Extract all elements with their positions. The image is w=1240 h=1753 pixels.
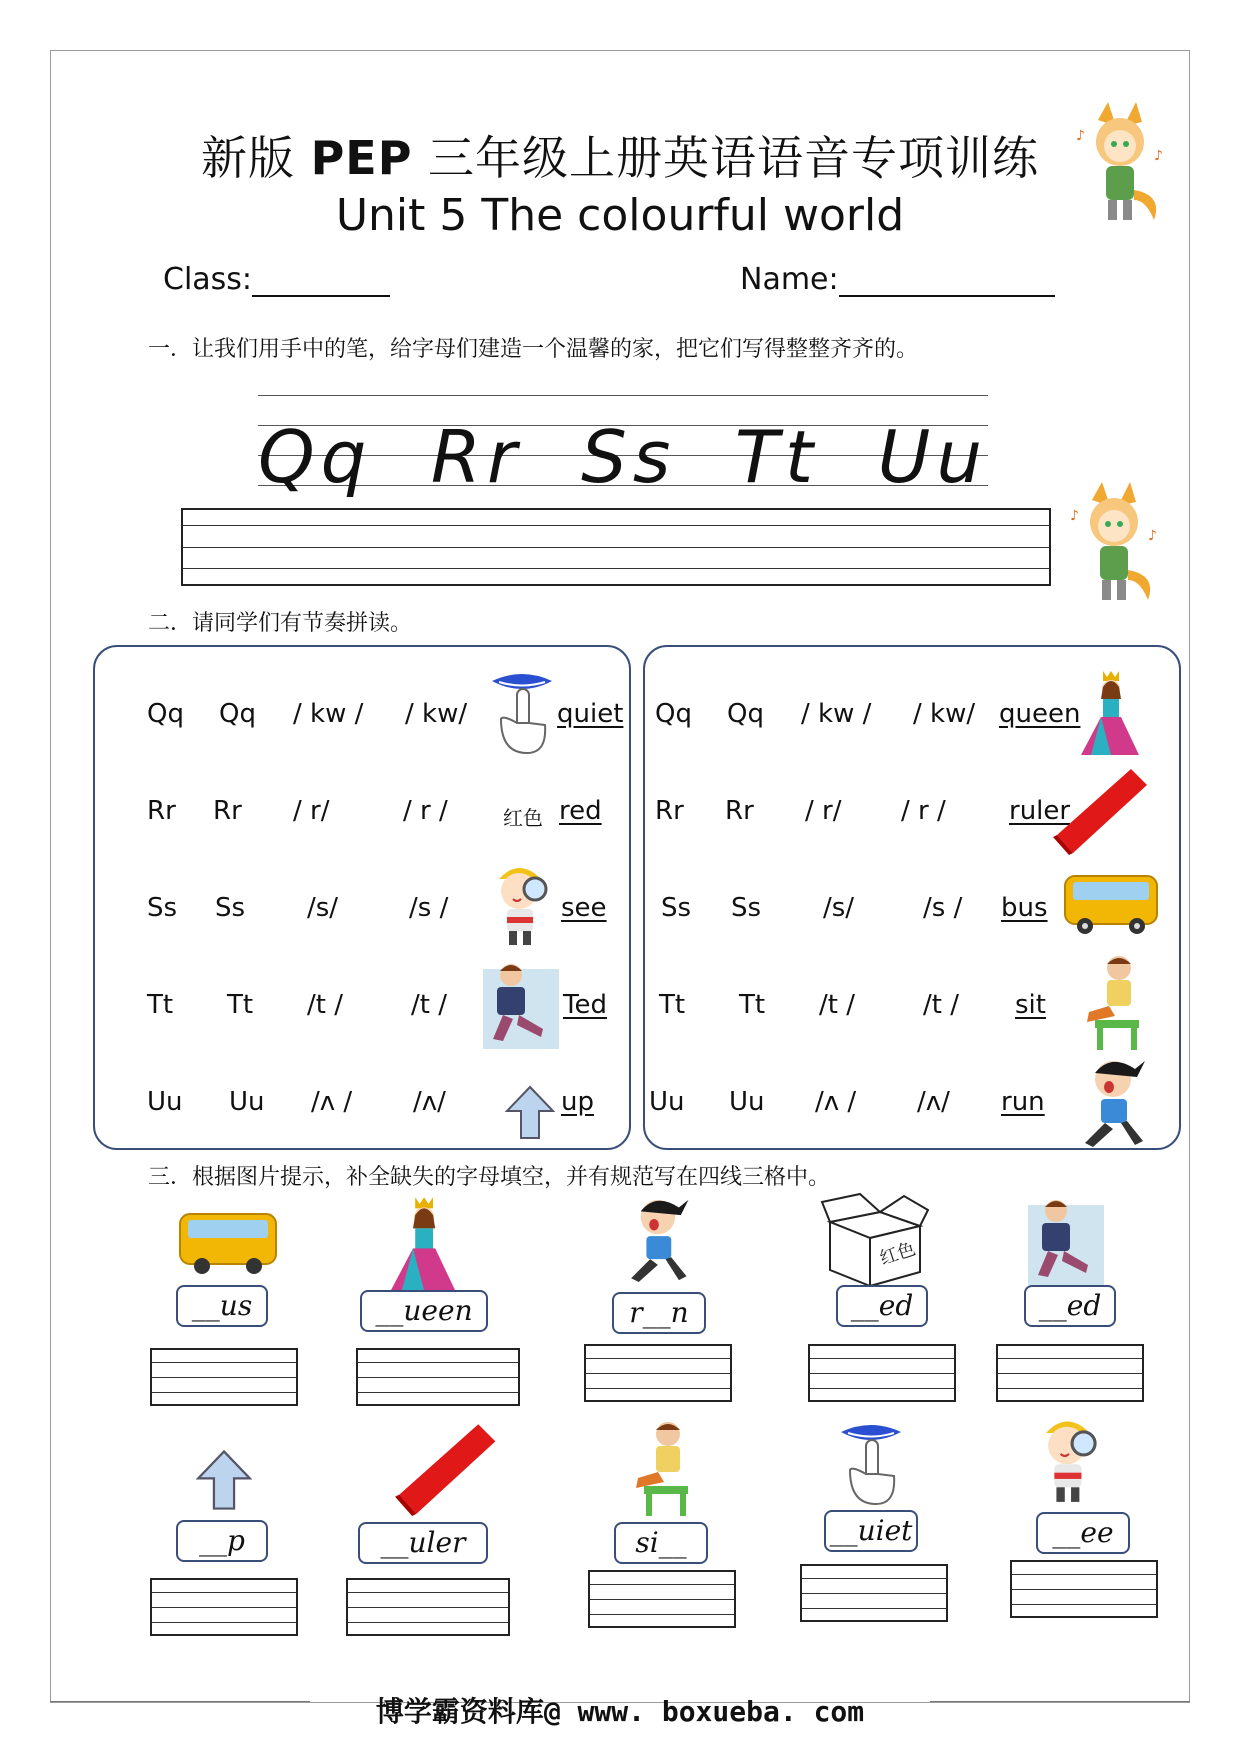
footer-watermark: 博学霸资料库@ www. boxueba. com [375, 1695, 865, 1728]
boy-magnifier-icon [487, 857, 557, 947]
svg-text:♪: ♪ [1076, 128, 1085, 144]
sitting-boy-icon [622, 1418, 702, 1518]
writing-box[interactable] [181, 508, 1051, 586]
phonics-word: up [561, 1087, 594, 1117]
phonics-row: Tt Tt /t / /t / Ted [147, 990, 607, 1020]
bus-icon [1063, 872, 1159, 936]
up-arrow-icon [505, 1085, 555, 1140]
writing-box[interactable] [996, 1344, 1144, 1402]
phonics-row: Rr Rr / r/ / r / ruler [655, 796, 1071, 826]
svg-text:♪: ♪ [1148, 528, 1157, 544]
phonics-row: Rr Rr / r/ / r / 红色 red [147, 796, 602, 830]
phonics-word: ruler [1009, 796, 1071, 826]
running-boy-icon [1065, 1055, 1155, 1151]
writing-box[interactable] [150, 1348, 298, 1406]
writing-box[interactable] [800, 1564, 948, 1622]
model-letter: Tt [734, 415, 820, 499]
writing-box[interactable] [808, 1344, 956, 1402]
quiet-finger-icon [487, 667, 557, 757]
model-letter: Uu [877, 415, 988, 499]
phonics-row: Qq Qq / kw / / kw/ queen [655, 699, 1081, 729]
phonics-row: Tt Tt /t / /t / sit [659, 990, 1046, 1020]
model-letter: Ss [581, 415, 677, 499]
name-label: Name: [740, 262, 839, 297]
box-icon [820, 1192, 930, 1288]
ted-boy-icon [483, 959, 559, 1049]
word-blank-box[interactable]: si__ [614, 1522, 708, 1564]
phonics-panel-right [643, 645, 1181, 1150]
class-field [163, 262, 390, 297]
class-label: Class: [163, 262, 253, 297]
section1-instruction: 一．让我们用手中的笔，给字母们建造一个温馨的家，把它们写得整整齐齐的。 [148, 337, 919, 362]
up-arrow-icon [196, 1448, 252, 1512]
phonics-word: Ted [563, 990, 607, 1020]
word-blank-box[interactable]: __us [176, 1285, 268, 1327]
writing-box[interactable] [356, 1348, 520, 1406]
word-blank-box[interactable]: __uler [358, 1522, 488, 1564]
ruler-icon [382, 1420, 502, 1516]
red-cn-label: 红色 [503, 806, 543, 830]
word-blank-box[interactable]: __ueen [360, 1290, 488, 1332]
phonics-row: Uu Uu /ʌ / /ʌ/ run [649, 1087, 1045, 1117]
phonics-row: Ss Ss /s/ /s / see [147, 893, 607, 923]
writing-box[interactable] [588, 1570, 736, 1628]
page-title: 新版 PEP 三年级上册英语语音专项训练 [200, 131, 1040, 185]
phonics-word: see [561, 893, 607, 923]
phonics-row: Ss Ss /s/ /s / bus [661, 893, 1048, 923]
word-blank-box[interactable]: __ee [1036, 1512, 1130, 1554]
writing-box[interactable] [584, 1344, 732, 1402]
fox-mascot-icon [1062, 480, 1162, 610]
letter-model [258, 390, 988, 500]
word-blank-box[interactable]: r__n [612, 1292, 706, 1334]
boy-magnifier-icon [1032, 1410, 1108, 1504]
class-input-line[interactable] [252, 269, 390, 297]
phonics-word: queen [999, 699, 1081, 729]
word-blank-box[interactable]: __ed [1024, 1285, 1116, 1327]
phonics-word: run [1001, 1087, 1045, 1117]
phonics-row: Qq Qq / kw / / kw/ quiet [147, 699, 624, 729]
queen-icon [1077, 669, 1143, 759]
writing-box[interactable] [150, 1578, 298, 1636]
queen-icon [380, 1195, 466, 1295]
phonics-word: bus [1001, 893, 1048, 923]
section3-instruction: 三．根据图片提示，补全缺失的字母填空，并有规范写在四线三格中。 [148, 1165, 831, 1190]
fox-mascot-icon [1068, 100, 1168, 230]
running-boy-icon [612, 1192, 698, 1288]
phonics-word: red [559, 796, 602, 826]
phonics-word: quiet [557, 699, 624, 729]
writing-box[interactable] [1010, 1560, 1158, 1618]
phonics-panel-left [93, 645, 631, 1150]
sitting-boy-icon [1075, 952, 1151, 1052]
word-blank-box[interactable]: __ed [836, 1285, 928, 1327]
model-letter: Rr [430, 415, 523, 499]
ruler-icon [1047, 765, 1147, 855]
quiet-finger-icon [836, 1418, 906, 1508]
model-letter: Qq [258, 415, 373, 499]
svg-text:♪: ♪ [1154, 148, 1163, 164]
phonics-row: Uu Uu /ʌ / /ʌ/ up [147, 1087, 594, 1117]
name-input-line[interactable] [839, 269, 1055, 297]
word-blank-box[interactable]: __p [176, 1520, 268, 1562]
svg-text:♪: ♪ [1070, 508, 1079, 524]
word-blank-box[interactable]: __uiet [824, 1510, 918, 1552]
section2-instruction: 二．请同学们有节奏拼读。 [148, 611, 413, 636]
box-label: 红色 [877, 1238, 919, 1270]
writing-box[interactable] [346, 1578, 510, 1636]
phonics-word: sit [1015, 990, 1046, 1020]
page-subtitle: Unit 5 The colourful world [335, 190, 905, 241]
bus-icon [178, 1210, 278, 1276]
ted-boy-icon [1022, 1195, 1110, 1285]
name-field [740, 262, 1055, 297]
